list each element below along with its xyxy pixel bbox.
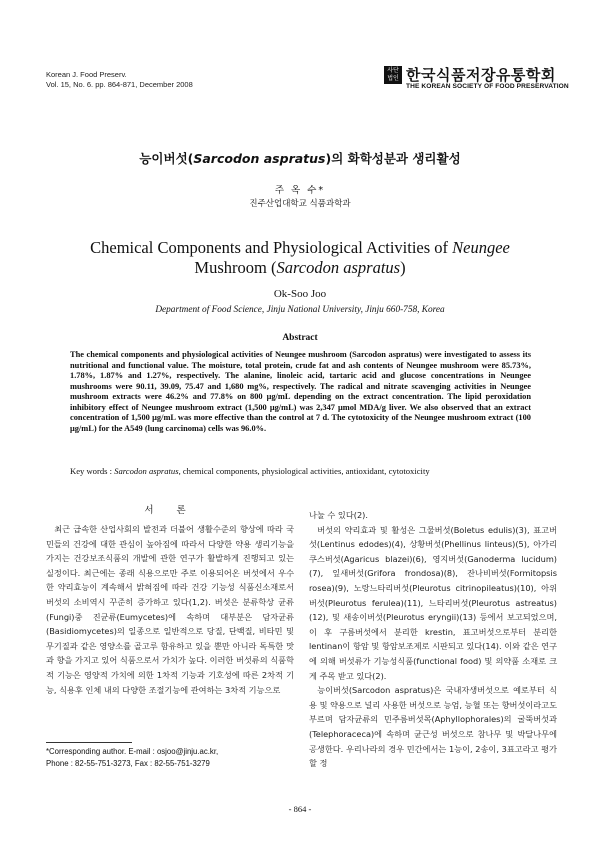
paragraph: 나눌 수 있다(2). <box>309 510 368 520</box>
logo-emblem: 사단 법인 <box>384 66 402 84</box>
korean-author: 주 옥 수* <box>274 185 326 196</box>
journal-volume: Vol. 15, No. 6. pp. 864-871, December 2008 <box>46 80 193 89</box>
right-column <box>309 508 557 771</box>
abstract-body: The chemical components and physiological activities of Neungee mushroom (Sarcodon aspratus) were investigated to assess its nutritional and functional value. The moisture, total protein, crude fat and ash contents of Neungee mushroom were 85.73%, 1.78%, 1.87% and 1.27%, respectively. The alanine, linoleic acid, tartaric acid and glucose concentrations in Neungee mushrooms were 90.11, 39.09, 75.47 and 1,680 mg%, respectively. The radical and nitrate scavenging activities in Neungee mushroom extracts were 46.2% and 77.8% on 800 μg/mL depending on the extract concentration. The lipid peroxidation inhibitory effect of Neungee mushroom extract (1,500 μg/mL) was 2,347 μmol MDA/g liver. We also observed that an extract concentration of 1,500 μg/mL was more effective than the control at 7 d. The cytotoxicity of the Neungee mushroom extract (100 μg/mL) for the A549 (lung carcinoma) cells was 96.0%. <box>70 350 531 433</box>
society-logo <box>384 66 569 100</box>
korean-affiliation: 진주산업대학교 식품과학과 <box>249 199 351 209</box>
journal-name: Korean J. Food Preserv. <box>46 70 127 79</box>
english-author: Ok-Soo Joo <box>273 288 327 300</box>
logo-korean-name: 한국식품저장유통학회 <box>406 66 556 84</box>
english-title: Chemical Components and Physiological Activities of Neungee Mushroom (Sarcodon aspratus) <box>90 238 510 277</box>
page-number: - 864 - <box>288 804 312 814</box>
footnote <box>46 746 218 769</box>
footnote-author-email: *Corresponding author. E-mail : osjoo@jinju.ac.kr, <box>46 747 219 756</box>
logo-english-name: THE KOREAN SOCIETY OF FOOD PRESERVATION <box>406 83 569 90</box>
paragraph: 능이버섯(Sarcodon aspratus)은 국내자생버섯으로 예로부터 식용 및 약용으로 널리 사용한 버섯으로 능엄, 능혈 또는 향버섯이라고도 부르며 담자균류의 민주름버섯목(Aphyllophorales)의 굴뚝버섯과(Telephoraceca)에 속하며 균근성 버섯으로 참나무 및 박달나무에 공생한다. 우리나라의 경우 민간에서는 1능이, 2송이, 3표고라고 평가할 정 <box>309 685 557 769</box>
section-heading-introduction: 서 론 <box>144 505 196 516</box>
left-column <box>46 522 294 697</box>
keywords <box>70 466 540 477</box>
keywords-species: Sarcodon aspratus <box>114 466 179 476</box>
paragraph: 최근 급속한 산업사회의 발전과 더불어 생활수준의 향상에 따라 국민들의 건강에 대한 관심이 높아짐에 따라서 다양한 약용 생리기능을 가지는 건강보조식품의 개발에 관한 연구가 활발하게 진행되고 있는 실정이다. 최근에는 종래 식용으로만 주로 이용되어온 버섯에서 우수한 약리효능이 계속해서 밝혀짐에 따라 건강 기능성 식품신소재로서 버섯의 소비역시 꾸준히 증가하고 있다(1,2). 버섯은 분류학상 균류(Fungi)중 진균류(Eumycetes)에 속하며 대부분은 담자균류(Basidiomycetes)의 일종으로 일반적으로 당질, 단백질, 비타민 및 무기질과 같은 영양소를 골고루 함유하고 있을 뿐만 아니라 독특한 맛과 향을 가지고 있어 식품으로서 가치가 높다. 이러한 버섯류의 식품학적 기능은 영양적 가치에 의한 1차적 기능과 기호성에 따른 2차적 기능, 식용후 인체 내의 다양한 조절기능에 관여하는 3차적 기능으로 <box>46 524 294 695</box>
journal-citation <box>46 70 193 90</box>
paragraph: 버섯의 약리효과 및 활성은 그물버섯(Boletus edulis)(3), 표고버섯(Lentinus edodes)(4), 상황버섯(Phellinus linteus)(5), 아가리쿠스버섯(Agaricus blazei)(6), 영지버섯(Ganoderma lucidum)(7), 잎새버섯(Grifora frondosa)(8), 잔나비버섯(Formitopsis rosea)(9), 노랑느타리버섯(Pleurotus citrinopileatus)(10), 아위버섯(Pleurotus ferulea)(11), 느타리버섯(Pleurotus astreatus)(12), 및 새송이버섯(Pleurotus eryngii)(13) 등에서 보고되었으며, 이 후 구름버섯에서 분리한 krestin, 표고버섯으로부터 분리한 lentinan이 항암 및 항암보조제로 시판되고 있다(14). 이와 같은 연구에 의해 버섯류가 기능성식품(functional food) 및 의약품 소재로 크게 주목 받고 있다(2). <box>309 524 557 681</box>
korean-title: 능이버섯(Sarcodon aspratus)의 화학성분과 생리활성 <box>139 151 461 166</box>
keywords-label: Key words : <box>70 466 113 476</box>
footnote-divider <box>46 742 132 743</box>
keywords-list: , chemical components, physiological activities, antioxidant, cytotoxicity <box>178 466 430 476</box>
footnote-contact: Phone : 82-55-751-3273, Fax : 82-55-751-3279 <box>46 758 210 768</box>
english-affiliation: Department of Food Science, Jinju National University, Jinju 660-758, Korea <box>155 305 445 315</box>
abstract-heading: Abstract <box>282 333 318 343</box>
